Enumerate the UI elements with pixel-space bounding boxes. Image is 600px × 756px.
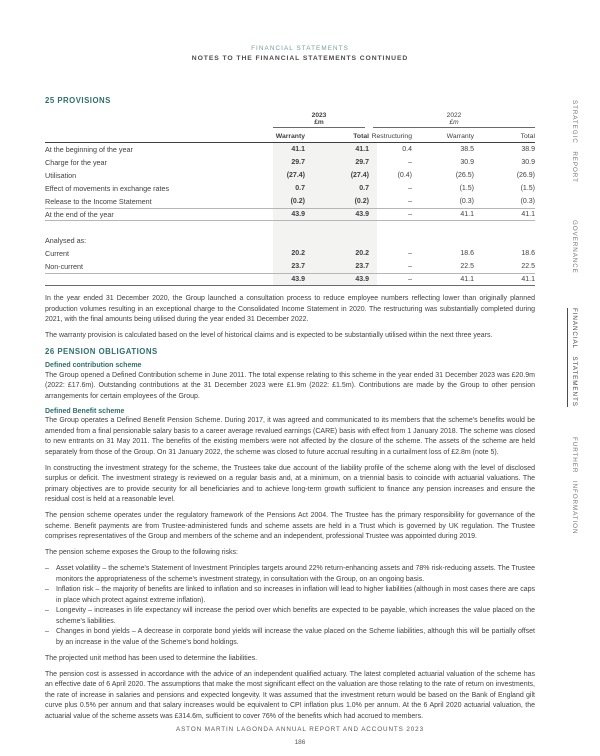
cell-value: (27.4): [350, 172, 369, 179]
cell-value: (0.2): [290, 198, 305, 205]
row-label: Current: [45, 249, 69, 258]
table-year-groups: [45, 111, 535, 128]
note-26-paragraph-5: The pension scheme operates under the regulatory framework of the Pensions Act 2004. The Trustee has the primary responsibility for governance of the scheme. Benefit payments are from Trustee-administered funds and scheme assets are held in a Trust which is governed by UK regulation. The Trustee comprises representatives of the Group and members of the scheme and an independent, professional Trustee was appointed during 2019.: [45, 512, 535, 540]
table-row-analysed-0: [45, 247, 535, 260]
table-spacer: [45, 221, 535, 234]
cell-value: –: [408, 211, 412, 218]
cell-value: 30.9: [521, 159, 535, 166]
cell-value: 29.7: [355, 159, 369, 166]
sidebar-tab-further-information: FURTHER INFORMATION: [571, 437, 578, 535]
cell-value: (27.4): [286, 172, 305, 179]
bullet-item-2: [45, 606, 535, 627]
bullet-dash-icon: –: [45, 565, 49, 572]
cell-value: 23.7: [291, 263, 305, 270]
column-header-1: Total: [353, 133, 369, 140]
note-26-paragraph-9: The pension cost is assessed in accordance with the advice of an independent qualified actuary. The latest completed actuarial valuation of the scheme has an effective date of 6 April 2020. The assumptions that make the most significant effect on the valuation are those relating to the rate of return on investments, the rate of increase in salaries and pensions and expected longevity. It was assumed that the investment return would be based on the Bank of England gilt curve plus 0.5% per annum and that salary increases would be equivalent to CPI inflation plus 1.0% per annum. At the 6 April 2020 actuarial valuation, the actuarial value of the scheme assets was £314.6m, sufficient to cover 76% of the benefits which had accrued to members.: [45, 670, 535, 720]
note-26-heading: 26 PENSION OBLIGATIONS: [45, 347, 158, 356]
year-group-2023: [273, 112, 365, 128]
note-26-paragraph-6: The pension scheme exposes the Group to the following risks:: [45, 549, 238, 556]
cell-value: –: [408, 185, 412, 192]
cell-value: 23.7: [355, 263, 369, 270]
sidebar-tab-strategic-report: STRATEGIC REPORT: [571, 100, 578, 183]
note-25-heading: 25 PROVISIONS: [45, 96, 111, 105]
cell-value: –: [408, 263, 412, 270]
note-25-paragraph-1: The warranty provision is calculated based on the level of historical claims and is expected to be substantially utilised within the next three years.: [45, 332, 493, 339]
page-content: [45, 96, 535, 728]
cell-value: 43.9: [291, 211, 305, 218]
footer-text: ASTON MARTIN LAGONDA ANNUAL REPORT AND ACCOUNTS 2023: [175, 726, 424, 733]
table-row-analysed-1: [45, 260, 535, 273]
row-label: Release to the Income Statement: [45, 197, 152, 206]
table-row-main-3: [45, 182, 535, 195]
row-label: Charge for the year: [45, 158, 107, 167]
bullet-item-0: [45, 564, 535, 585]
cell-value: (0.4): [397, 172, 412, 179]
table-row-main-2: [45, 169, 535, 182]
unit-label: £m: [314, 118, 324, 126]
cell-value: –: [408, 276, 412, 283]
bullet-dash-icon: –: [45, 586, 49, 593]
year-label: 2023: [311, 111, 327, 119]
cell-value: 22.5: [460, 263, 474, 270]
cell-value: 20.2: [291, 250, 305, 257]
cell-value: (0.2): [354, 198, 369, 205]
cell-value: 41.1: [521, 211, 535, 218]
sidebar-tab-financial-statements: FINANCIAL STATEMENTS: [567, 308, 578, 407]
note-26-paragraph-3: The Group operates a Defined Benefit Pension Scheme. During 2017, it was agreed and communicated to its members that the scheme's benefits would be amended from a final pensionable salary basis to a career average revalued earnings (CARE) basis with effect from 1 January 2018. The scheme was closed to new entrants on 31 May 2011. The benefits of the existing members were not affected by the closure of the scheme. The assets of the scheme are held separately from those of the Group. On 31 January 2022, the scheme was closed to future accrual resulting in a curtailment loss of £2.8m (note 5).: [45, 417, 535, 456]
row-label: Analysed as:: [45, 236, 87, 245]
cell-value: 38.9: [521, 146, 535, 153]
row-label: At the beginning of the year: [45, 145, 133, 154]
cell-value: 0.7: [359, 185, 369, 192]
row-label: Effect of movements in exchange rates: [45, 184, 170, 193]
bullet-text: Changes in bond yields – A decrease in corporate bond yields will increase the value placed on the Scheme liabilities, although this will be partially offset by an increase in the value of the Scheme's bond holdings.: [56, 628, 535, 646]
cell-value: (1.5): [520, 185, 535, 192]
cell-value: 43.9: [291, 276, 305, 283]
table-column-headers: [45, 128, 535, 143]
column-header-0: Warranty: [275, 133, 305, 140]
cell-value: 43.9: [355, 211, 369, 218]
risk-bullet-list: [45, 564, 535, 648]
note-25-paragraphs: [45, 294, 535, 342]
row-label: At the end of the year: [45, 210, 114, 219]
table-row-main-5: [45, 208, 535, 221]
cell-value: (26.5): [455, 172, 474, 179]
cell-value: 30.9: [460, 159, 474, 166]
bullet-text: Longevity – increases in life expectancy will increase the period over which benefits are expected to be payable, which increases the value placed on the scheme's liabilities.: [56, 607, 535, 625]
cell-value: 0.7: [295, 185, 305, 192]
bullet-dash-icon: –: [45, 607, 49, 614]
bullet-text: Inflation risk – the majority of benefits are linked to inflation and so increases in inflation will lead to higher liabilities (although in most cases there are caps in place which protect against extreme inflation).: [56, 586, 535, 604]
cell-value: –: [408, 159, 412, 166]
table-body: [45, 143, 535, 286]
note-26-subheading-0: Defined contribution scheme: [45, 362, 142, 369]
year-group-2022: [373, 112, 535, 128]
bullet-item-1: [45, 585, 535, 606]
cell-value: 29.7: [291, 159, 305, 166]
provisions-table: [45, 111, 535, 286]
cell-value: 18.6: [521, 250, 535, 257]
table-row-main-1: [45, 156, 535, 169]
cell-value: 18.6: [460, 250, 474, 257]
cell-value: 41.1: [355, 146, 369, 153]
cell-value: 20.2: [355, 250, 369, 257]
cell-value: (26.9): [516, 172, 535, 179]
table-row-main-0: [45, 143, 535, 156]
column-header-2: Restructuring: [371, 133, 412, 140]
row-label: Non-current: [45, 262, 83, 271]
table-row-analysed-label: [45, 234, 535, 247]
header-title: NOTES TO THE FINANCIAL STATEMENTS CONTINUED: [191, 55, 409, 62]
bullet-item-3: [45, 627, 535, 648]
cell-value: 41.1: [291, 146, 305, 153]
year-label: 2022: [446, 111, 462, 119]
note-26-subheading-2: Defined Benefit scheme: [45, 407, 125, 415]
column-header-4: Total: [520, 133, 535, 140]
table-row-main-4: [45, 195, 535, 208]
unit-label: £m: [449, 118, 459, 126]
cell-value: 41.1: [460, 211, 474, 218]
cell-value: 43.9: [355, 276, 369, 283]
note-26-paragraph-8: The projected unit method has been used to determine the liabilities.: [45, 654, 258, 662]
cell-value: (0.3): [459, 198, 474, 205]
note-26-paragraph-1: The Group opened a Defined Contribution scheme in June 2011. The total expense relating to this scheme in the year ended 31 December 2023 was £20.9m (2022: £17.6m). Outstanding contributions at the 31 December 2023 were £1.9m (2022: £1.5m). Contributions are made by the Group to other pension arrangements for certain employees of the Group.: [45, 371, 535, 400]
cell-value: 41.1: [460, 276, 474, 283]
cell-value: –: [408, 250, 412, 257]
bullet-dash-icon: –: [45, 628, 49, 635]
cell-value: 41.1: [521, 276, 535, 283]
sidebar-tab-governance: GOVERNANCE: [571, 220, 578, 274]
note-25-paragraph-0: In the year ended 31 December 2020, the Group launched a consultation process to reduce employee numbers reflecting lower than originally planned production volumes resulting in an exceptional charge to the Consolidated Income Statement in 2020. The restructuring was substantially completed during 2021, with the final amounts being utilised during the year ended 31 December 2022.: [45, 295, 535, 323]
note-26-body: [45, 362, 535, 722]
table-row-analysed-total: [45, 273, 535, 286]
note-26-paragraph-4: In constructing the investment strategy for the scheme, the Trustees take due account of the liability profile of the scheme along with the level of disclosed surplus or deficit. The investment strategy is reviewed on a regular basis and, at a minimum, on a triennial basis to coincide with actuarial valuations. The primary objectives are to provide security for all beneficiaries and to achieve long-term growth sufficient to finance any pension increases and ensure the residual cost is held at a reasonable level.: [45, 464, 535, 503]
cell-value: (0.3): [520, 198, 535, 205]
header-section-label: FINANCIAL STATEMENTS: [251, 45, 349, 52]
cell-value: –: [408, 198, 412, 205]
row-label: Utilisation: [45, 171, 77, 180]
cell-value: (1.5): [459, 185, 474, 192]
column-header-3: Warranty: [446, 133, 474, 140]
page-number: 186: [294, 739, 306, 746]
cell-value: 0.4: [402, 146, 412, 153]
cell-value: 22.5: [521, 263, 535, 270]
bullet-text: Asset volatility – the scheme's Statement of Investment Principles targets around 22% return-enhancing assets and 78% risk-reducing assets. The Trustee monitors the appropriateness of the scheme's investment strategy, in consultation with the Group, on an ongoing basis.: [56, 565, 535, 583]
page-header: [0, 45, 600, 62]
cell-value: 38.5: [460, 146, 474, 153]
